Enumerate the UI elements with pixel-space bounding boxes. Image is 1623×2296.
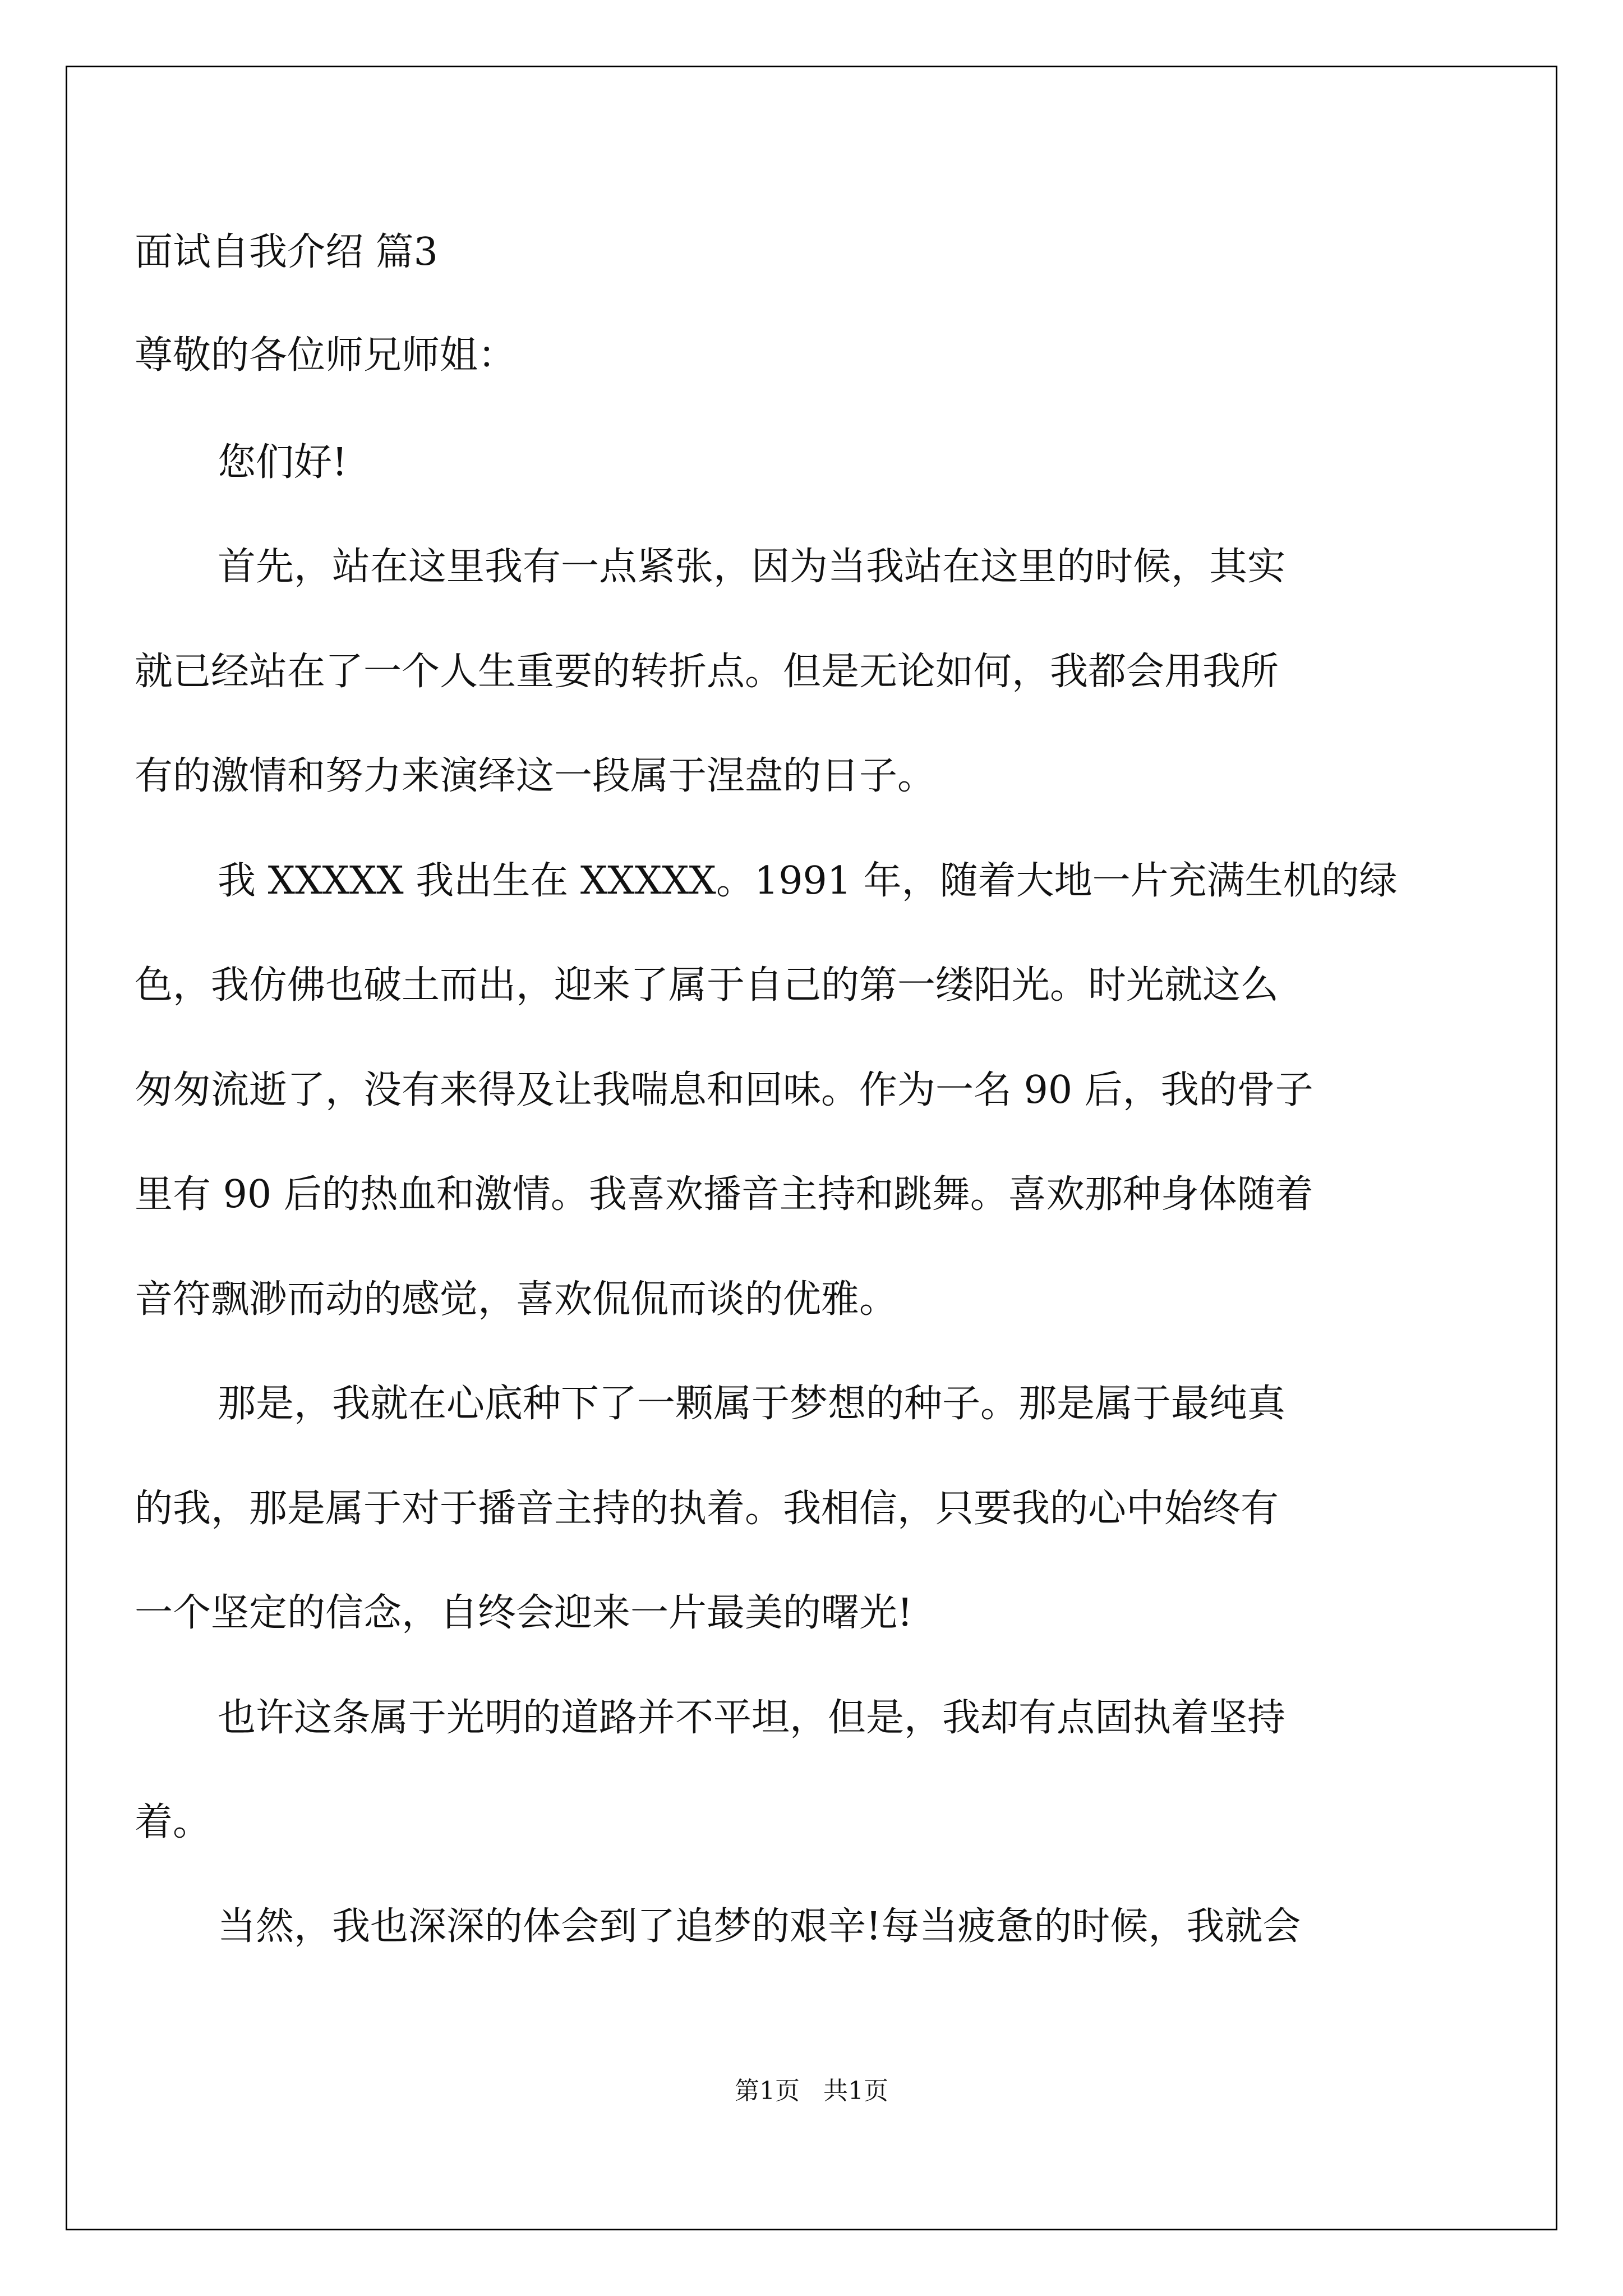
- paragraph-line: 色，我仿佛也破土而出，迎来了属于自己的第一缕阳光。时光就这么: [135, 963, 1279, 1007]
- document-title: 面试自我介绍 篇3: [135, 230, 438, 274]
- paragraph-line: 我 XXXXX 我出生在 XXXXX。1991 年，随着大地一片充满生机的绿: [218, 859, 1398, 903]
- page-number-footer: 第1页 共1页: [735, 2077, 888, 2105]
- paragraph-line: 匆匆流逝了，没有来得及让我喘息和回味。作为一名 90 后，我的骨子: [135, 1068, 1313, 1112]
- paragraph-line: 里有 90 后的热血和激情。我喜欢播音主持和跳舞。喜欢那种身体随着: [135, 1172, 1313, 1217]
- paragraph-line: 那是，我就在心底种下了一颗属于梦想的种子。那是属于最纯真: [218, 1382, 1286, 1426]
- paragraph-line: 当然，我也深深的体会到了追梦的艰辛!每当疲惫的时候，我就会: [218, 1904, 1301, 1949]
- paragraph-line: 您们好!: [218, 440, 348, 485]
- paragraph-line: 的我，那是属于对于播音主持的执着。我相信，只要我的心中始终有: [135, 1487, 1279, 1531]
- salutation: 尊敬的各位师兄师姐：: [135, 333, 517, 378]
- paragraph-line: 音符飘渺而动的感觉，喜欢侃侃而谈的优雅。: [135, 1277, 898, 1322]
- paragraph-line: 也许这条属于光明的道路并不平坦，但是，我却有点固执着坚持: [218, 1696, 1286, 1740]
- paragraph-line: 就已经站在了一个人生重要的转折点。但是无论如何，我都会用我所: [135, 650, 1279, 694]
- paragraph-line: 着。: [135, 1800, 211, 1844]
- paragraph-line: 有的激情和努力来演绎这一段属于涅盘的日子。: [135, 754, 936, 798]
- paragraph-line: 一个坚定的信念，自终会迎来一片最美的曙光!: [135, 1591, 913, 1635]
- paragraph-line: 首先，站在这里我有一点紧张，因为当我站在这里的时候，其实: [218, 545, 1286, 589]
